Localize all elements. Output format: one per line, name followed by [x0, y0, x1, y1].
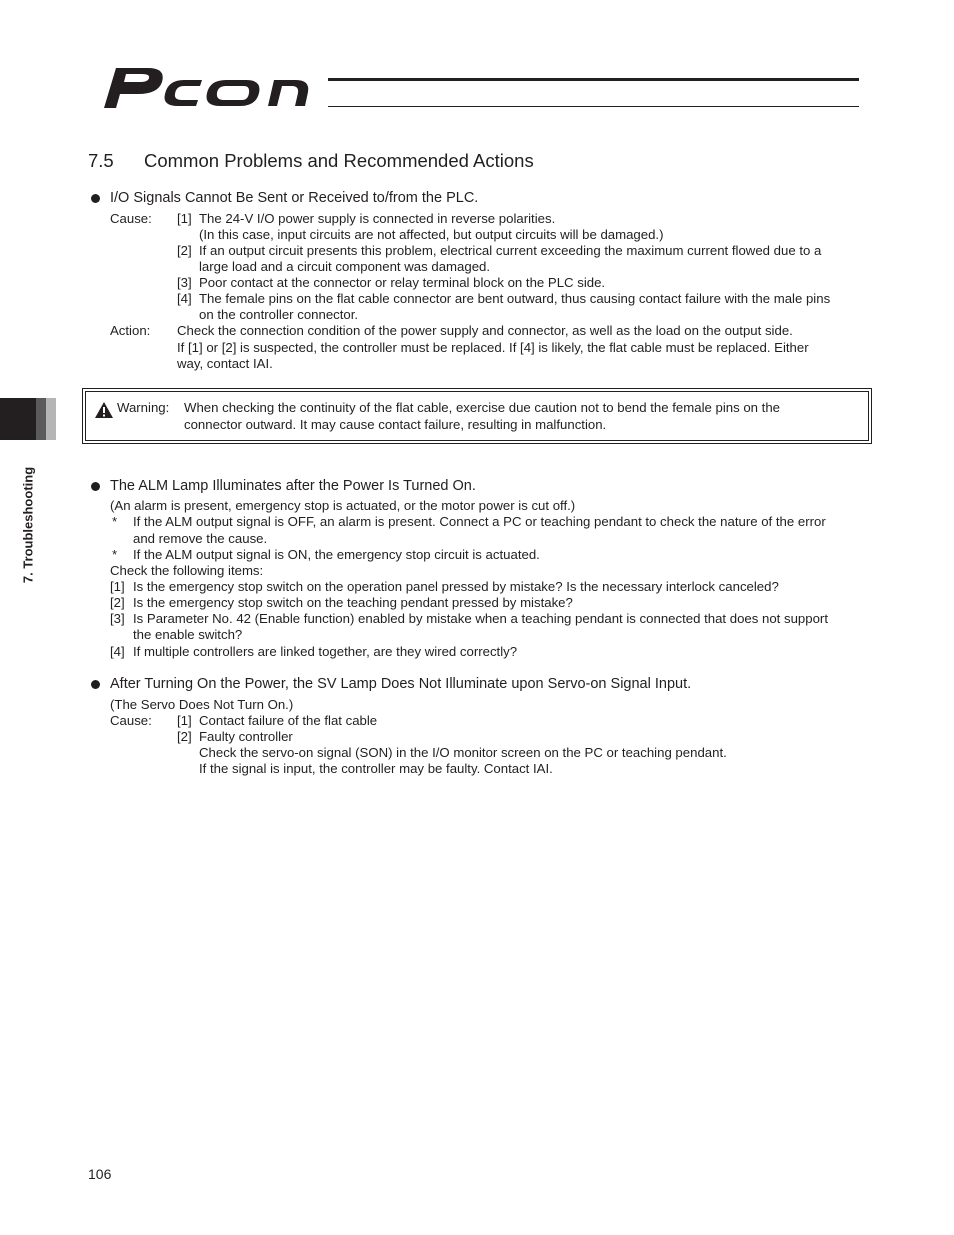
problem1-action-label: Action: — [110, 323, 151, 338]
problem1-cause-num: [3] — [177, 275, 192, 290]
problem2-item-num: [3] — [110, 611, 125, 626]
problem1-action-line: way, contact IAI. — [177, 356, 273, 371]
problem1-action-line: Check the connection condition of the power supply and connector, as well as the load on the output side. — [177, 323, 793, 338]
chapter-label: 7. Troubleshooting — [20, 466, 36, 584]
problem1-action-line: If [1] or [2] is suspected, the controller must be replaced. If [4] is likely, the flat cable must be replaced. Either — [177, 340, 809, 355]
problem3-cause-line: Contact failure of the flat cable — [199, 713, 378, 728]
problem2-heading: The ALM Lamp Illuminates after the Power Is Turned On. — [110, 478, 476, 494]
pcon-logo — [96, 64, 336, 110]
problem2-note-mark: * — [112, 514, 118, 529]
chapter-tab-light — [46, 398, 56, 440]
page-number: 106 — [88, 1166, 112, 1182]
problem3-cause-num: [1] — [177, 713, 192, 728]
problem2-subtitle: (An alarm is present, emergency stop is actuated, or the motor power is cut off.) — [110, 498, 576, 513]
problem1-cause-num: [4] — [177, 291, 192, 306]
warning-line: When checking the continuity of the flat cable, exercise due caution not to bend the female pins on the — [184, 400, 781, 415]
problem2-note-line: and remove the cause. — [133, 531, 268, 546]
chapter-tab-dark — [0, 398, 36, 440]
problem1-cause-line: on the controller connector. — [199, 307, 359, 322]
problem3-cause-line: Faulty controller — [199, 729, 293, 744]
problem2-item-num: [2] — [110, 595, 125, 610]
problem3-cause-label: Cause: — [110, 713, 152, 728]
warning-box — [85, 391, 869, 441]
problem2-item-num: [1] — [110, 579, 125, 594]
problem2-note-line: If the ALM output signal is OFF, an alarm is present. Connect a PC or teaching pendant to check the nature of the error — [133, 514, 826, 529]
problem3-heading: After Turning On the Power, the SV Lamp Does Not Illuminate upon Servo-on Signal Input. — [110, 676, 692, 692]
problem2-item-line: Is the emergency stop switch on the operation panel pressed by mistake? Is the necessary interlock canceled? — [133, 579, 779, 594]
problem3-cause-num: [2] — [177, 729, 192, 744]
problem1-cause-num: [1] — [177, 211, 192, 226]
problem2-item-line: the enable switch? — [133, 627, 243, 642]
problem2-item-num: [4] — [110, 644, 125, 659]
problem1-cause-line: The 24-V I/O power supply is connected in reverse polarities. — [199, 211, 556, 226]
section-title — [88, 150, 534, 172]
problem1-cause-line: The female pins on the flat cable connector are bent outward, thus causing contact failure with the male pins — [199, 291, 831, 306]
section-heading: Common Problems and Recommended Actions — [144, 150, 534, 171]
problem1-cause-line: (In this case, input circuits are not affected, but output circuits will be damaged.) — [199, 227, 664, 242]
problem1-cause-line: large load and a circuit component was damaged. — [199, 259, 491, 274]
section-number: 7.5 — [88, 150, 114, 171]
warning-label: Warning: — [117, 400, 170, 415]
problem1-cause-line: If an output circuit presents this problem, electrical current exceeding the maximum current flowed due to a — [199, 243, 822, 258]
chapter-tab-mid — [36, 398, 46, 440]
problem1-cause-line: Poor contact at the connector or relay terminal block on the PLC side. — [199, 275, 606, 290]
problem1-heading: I/O Signals Cannot Be Sent or Received to/from the PLC. — [110, 190, 479, 206]
problem2-note-mark: * — [112, 547, 118, 562]
problem1-cause-label: Cause: — [110, 211, 152, 226]
problem2-check-label: Check the following items: — [110, 563, 264, 578]
header-rule-thin — [328, 106, 859, 107]
bullet-icon — [91, 680, 100, 689]
problem1-cause-num: [2] — [177, 243, 192, 258]
problem2-item-line: Is the emergency stop switch on the teaching pendant pressed by mistake? — [133, 595, 573, 610]
problem2-item-line: If multiple controllers are linked together, are they wired correctly? — [133, 644, 518, 659]
problem3-cause-line: If the signal is input, the controller may be faulty. Contact IAI. — [199, 761, 553, 776]
header-rule-thick — [328, 78, 859, 81]
warning-line: connector outward. It may cause contact failure, resulting in malfunction. — [184, 417, 607, 432]
bullet-icon — [91, 194, 100, 203]
problem2-item-line: Is Parameter No. 42 (Enable function) enabled by mistake when a teaching pendant is connected that does not support — [133, 611, 828, 626]
problem3-cause-line: Check the servo-on signal (SON) in the I/O monitor screen on the PC or teaching pendant. — [199, 745, 727, 760]
warning-triangle-icon — [94, 401, 114, 419]
problem3-subtitle: (The Servo Does Not Turn On.) — [110, 697, 294, 712]
bullet-icon — [91, 482, 100, 491]
problem2-note-line: If the ALM output signal is ON, the emergency stop circuit is actuated. — [133, 547, 540, 562]
